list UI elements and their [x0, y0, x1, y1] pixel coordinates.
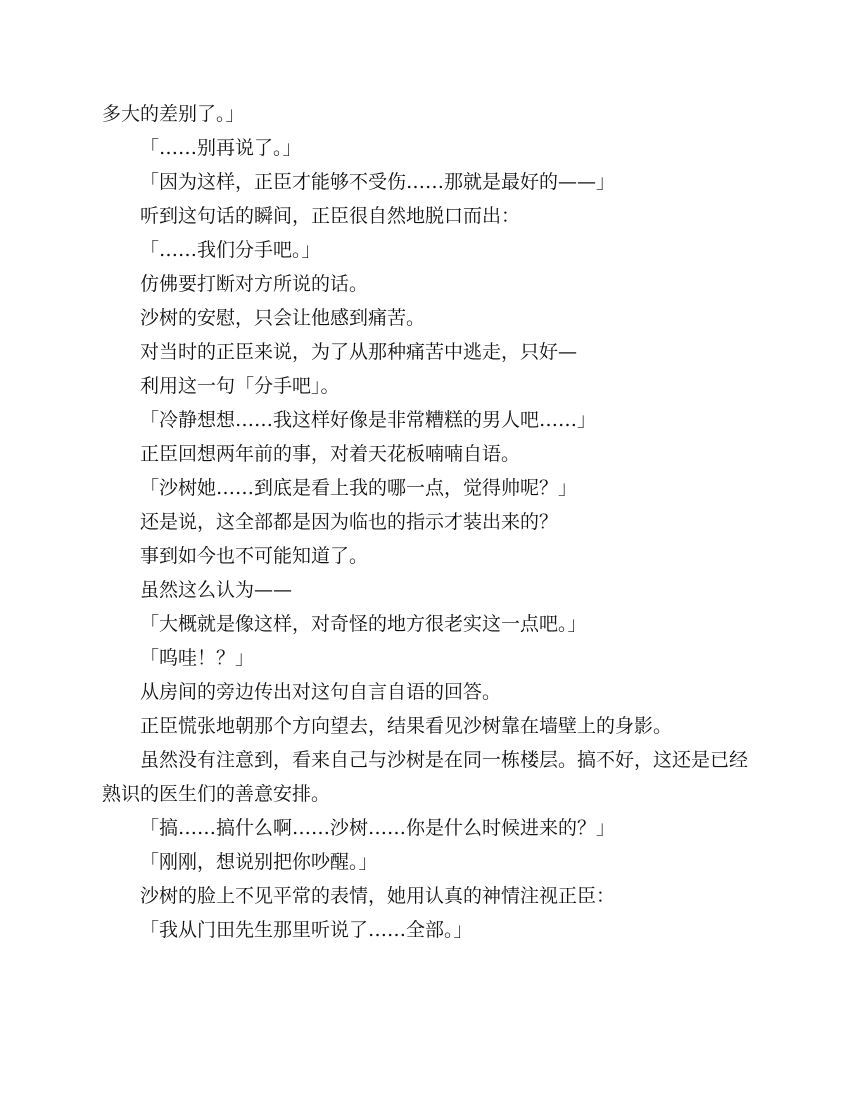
paragraph: 「搞……搞什么啊……沙树……你是什么时候进来的？」 [140, 817, 616, 839]
paragraph: 正臣慌张地朝那个方向望去，结果看见沙树靠在墙壁上的身影。 [140, 715, 673, 737]
paragraph: 听到这句话的瞬间，正臣很自然地脱口而出： [140, 205, 521, 227]
paragraph: 正臣回想两年前的事，对着天花板喃喃自语。 [140, 443, 521, 465]
paragraph: 「冷静想想……我这样好像是非常糟糕的男人吧……」 [140, 409, 597, 431]
paragraph: 沙树的安慰，只会让他感到痛苦。 [140, 307, 426, 329]
paragraph: 对当时的正臣来说，为了从那种痛苦中逃走，只好— [140, 341, 578, 363]
paragraph: 沙树的脸上不见平常的表情，她用认真的神情注视正臣： [140, 885, 616, 907]
paragraph: 虽然没有注意到，看来自己与沙树是在同一栋楼层。搞不好，这还是已经熟识的医生们的善意安排。 [102, 749, 749, 805]
paragraph: 还是说，这全部都是因为临也的指示才装出来的？ [140, 511, 559, 533]
paragraph: 从房间的旁边传出对这句自言自语的回答。 [140, 681, 502, 703]
paragraph: 多大的差别了。」 [102, 103, 245, 125]
paragraph: 利用这一句「分手吧」。 [140, 375, 340, 397]
paragraph: 仿佛要打断对方所说的话。 [140, 273, 369, 295]
paragraph: 「……别再说了。」 [140, 137, 302, 159]
paragraph: 「呜哇！？」 [140, 647, 255, 669]
paragraph: 「大概就是像这样，对奇怪的地方很老实这一点吧。」 [140, 613, 587, 635]
paragraph: 「刚刚，想说别把你吵醒。」 [140, 851, 378, 873]
body-text [102, 97, 754, 947]
paragraph: 「……我们分手吧。」 [140, 239, 321, 261]
paragraph: 「因为这样，正臣才能够不受伤……那就是最好的——」 [140, 171, 616, 193]
paragraph: 虽然这么认为—— [140, 579, 293, 601]
paragraph: 「我从门田先生那里听说了……全部。」 [140, 919, 473, 941]
paragraph: 事到如今也不可能知道了。 [140, 545, 369, 567]
paragraph: 「沙树她……到底是看上我的哪一点，觉得帅呢？」 [140, 477, 578, 499]
